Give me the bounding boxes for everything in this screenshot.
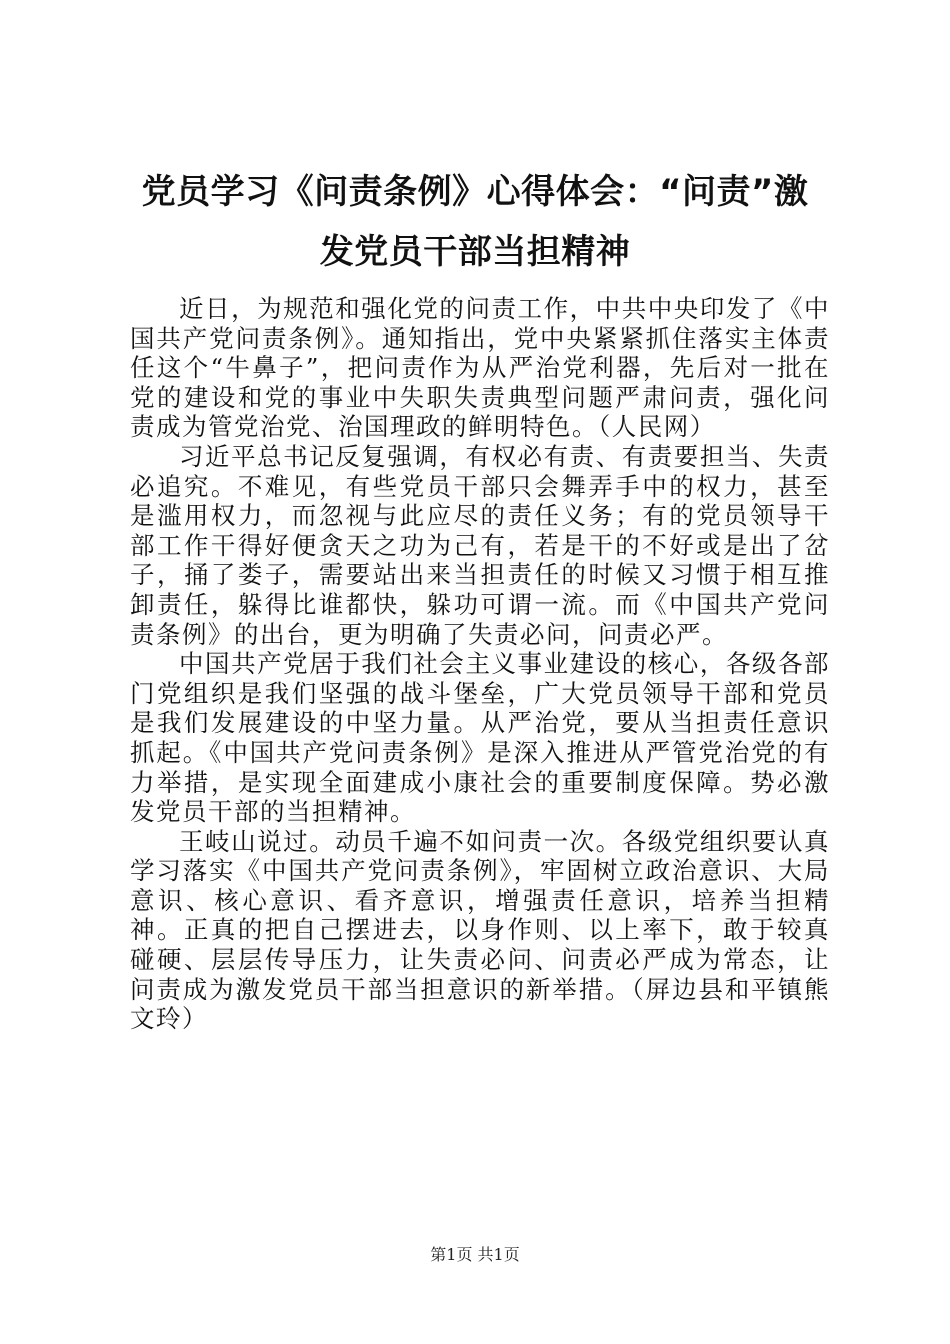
document-body	[130, 294, 830, 1034]
page-footer: 第1页 共1页	[430, 1245, 520, 1264]
paragraph-1: 近日，为规范和强化党的问责工作，中共中央印发了《中国共产党问责条例》。通知指出，党中央紧紧抓住落实主体责任这个“牛鼻子”，把问责作为从严治党利器，先后对一批在党的建设和党的事业中失职失责典型问题严肃问责，强化问责成为管党治党、治国理政的鲜明特色。（人民网）	[130, 294, 830, 442]
document-title-line-1: 党员学习《问责条例》心得体会：“问责”激	[141, 172, 809, 212]
document-title	[120, 162, 830, 282]
paragraph-4: 王岐山说过。动员千遍不如问责一次。各级党组织要认真学习落实《中国共产党问责条例》，牢固树立政治意识、大局意识、核心意识、看齐意识，增强责任意识，培养当担精神。正真的把自己摆进去，以身作则、以上率下，敢于较真碰硬、层层传导压力，让失责必问、问责必严成为常态，让问责成为激发党员干部当担意识的新举措。（屏边县和平镇熊文玲）	[130, 826, 830, 1034]
document-title-line-2: 发党员干部当担精神	[319, 232, 631, 272]
paragraph-3: 中国共产党居于我们社会主义事业建设的核心，各级各部门党组织是我们坚强的战斗堡垒，广大党员领导干部和党员是我们发展建设的中坚力量。从严治党，要从当担责任意识抓起。《中国共产党问责条例》是深入推进从严管党治党的有力举措，是实现全面建成小康社会的重要制度保障。势必激发党员干部的当担精神。	[130, 649, 830, 827]
paragraph-2: 习近平总书记反复强调，有权必有责、有责要担当、失责必追究。不难见，有些党员干部只会舞弄手中的权力，甚至是滥用权力，而忽视与此应尽的责任义务；有的党员领导干部工作干得好便贪天之功为己有，若是干的不好或是出了岔子，捅了娄子，需要站出来当担责任的时候又习惯于相互推卸责任，躲得比谁都快，躲功可谓一流。而《中国共产党问责条例》的出台，更为明确了失责必问，问责必严。	[130, 441, 830, 649]
